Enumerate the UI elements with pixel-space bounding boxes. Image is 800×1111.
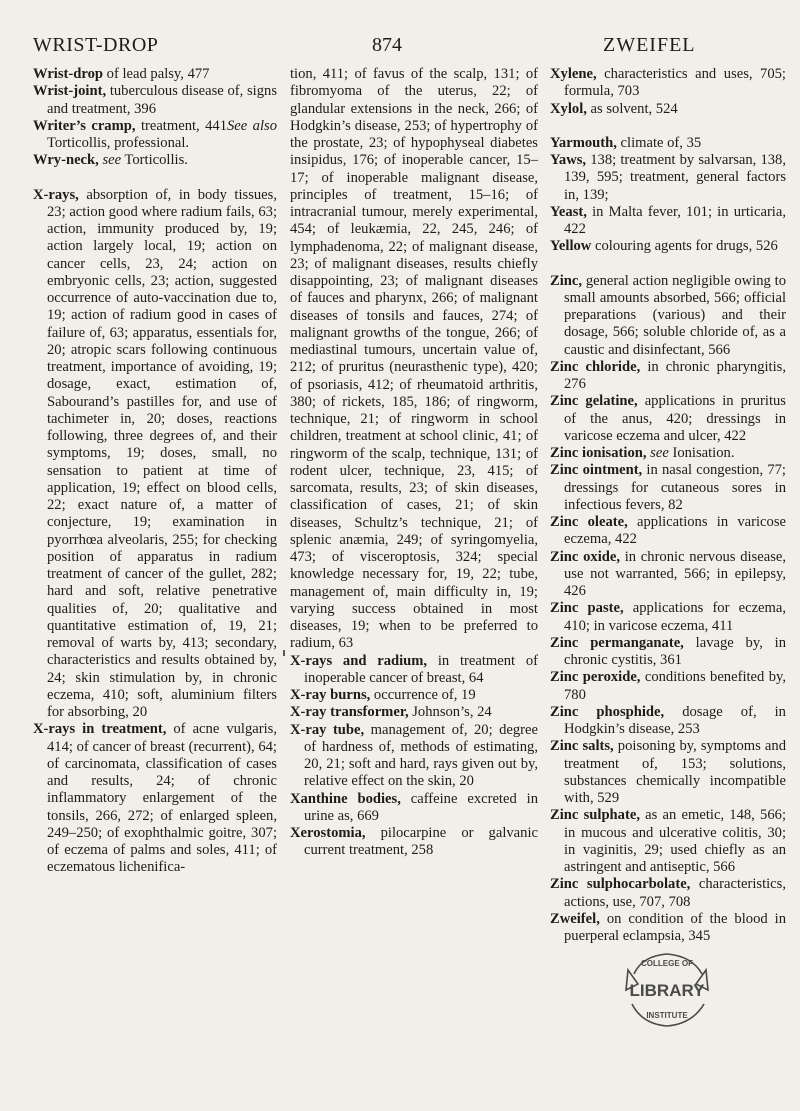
index-body: tuberculous disease of, signs and treatment, 396 <box>47 83 277 117</box>
index-entry <box>550 738 786 807</box>
index-heading: Zinc phosphide, <box>550 703 665 720</box>
index-body: in chronic pharyngitis, 276 <box>564 358 786 392</box>
cross-reference-target: Ionisation. <box>668 445 735 461</box>
index-heading: Yaws, <box>550 152 587 168</box>
index-heading: Xanthine bodies, <box>290 790 401 807</box>
index-column-2 <box>290 66 538 860</box>
index-heading: Zweifel, <box>550 910 600 927</box>
index-body: characteristics and uses, 705; formula, 703 <box>564 66 786 100</box>
index-heading: Zinc ionisation, <box>550 445 647 461</box>
index-entry <box>290 653 538 688</box>
index-heading: X-ray transformer, <box>290 704 409 721</box>
index-body: conditions benefited by, 780 <box>564 669 786 703</box>
index-entry <box>290 704 538 721</box>
index-body: in treatment of inoperable cancer of breast, 64 <box>304 652 539 686</box>
index-body: applications in pruritus of the anus, 420; dressings in varicose eczema and ulcer, 422 <box>564 393 786 444</box>
index-body: management of, 20; degree of hardness of, methods of estimating, 20, 21; soft and hard, rays given out by, relative effect on the skin, 20 <box>304 721 538 790</box>
index-heading: Zinc salts, <box>550 738 614 755</box>
index-entry <box>550 393 786 445</box>
index-heading: X-rays in treatment, <box>33 721 167 738</box>
index-entry <box>550 273 786 359</box>
index-heading: Wrist-drop <box>33 66 104 82</box>
index-entry <box>550 600 786 635</box>
index-body: treatment, 441 <box>135 117 227 134</box>
index-entry <box>550 359 786 394</box>
index-entry <box>550 101 786 118</box>
index-entry <box>33 721 277 876</box>
index-body: on condition of the blood in puerperal eclampsia, 345 <box>564 910 786 944</box>
library-stamp <box>612 944 722 1034</box>
index-heading: Yeast, <box>550 203 587 220</box>
index-body: dosage of, in Hodgkin’s disease, 253 <box>564 703 786 737</box>
cross-reference-label: see <box>650 445 669 461</box>
index-entry <box>290 722 538 791</box>
index-heading: Zinc chloride, <box>550 358 641 375</box>
cross-reference-label: see <box>102 152 122 169</box>
index-entry <box>33 66 277 83</box>
index-body: in nasal congestion, 77; dressings for cutaneous sores in infectious fevers, 82 <box>564 462 786 513</box>
index-body: colouring agents for drugs, 526 <box>591 238 778 255</box>
index-entry <box>550 807 786 876</box>
stamp-library-text: LIBRARY <box>629 981 705 1000</box>
index-body: of lead palsy, 477 <box>103 66 210 82</box>
index-body: as solvent, 524 <box>586 100 678 117</box>
index-heading: Xylene, <box>550 66 597 82</box>
index-heading: Zinc ointment, <box>550 462 643 479</box>
index-body: 138; treatment by salvarsan, 138, 139, 595; treatment, general factors in, 139; <box>564 152 786 203</box>
index-entry <box>550 514 786 549</box>
index-entry <box>550 635 786 670</box>
index-entry <box>33 83 277 118</box>
index-entry <box>550 204 786 239</box>
index-entry <box>550 462 786 514</box>
index-heading: Zinc sulphate, <box>550 807 640 824</box>
header-last-entry: ZWEIFEL <box>603 34 696 56</box>
index-heading: Yellow <box>550 238 592 255</box>
index-heading: Yarmouth, <box>550 134 617 151</box>
index-entry <box>550 135 786 152</box>
index-body: pilocarpine or galvanic current treatment, 258 <box>304 825 538 859</box>
index-entry <box>550 911 786 946</box>
index-entry <box>550 669 786 704</box>
index-body: occurrence of, 19 <box>370 687 476 703</box>
index-entry <box>550 66 786 101</box>
index-entry <box>550 445 786 462</box>
index-heading: Xerostomia, <box>290 825 366 841</box>
cross-reference-target: Torticollis. <box>121 152 188 169</box>
index-heading: Zinc sulphocarbolate, <box>550 876 691 893</box>
index-body: caffeine excreted in urine as, 669 <box>304 790 538 824</box>
header-first-entry: WRIST-DROP <box>33 34 159 56</box>
index-body: climate of, 35 <box>616 134 702 151</box>
index-entry <box>290 66 538 653</box>
index-heading: Writer’s cramp, <box>33 117 136 134</box>
index-entry <box>550 549 786 601</box>
index-heading: Zinc paste, <box>550 600 624 617</box>
index-entry <box>33 187 277 722</box>
index-heading: Wrist-joint, <box>33 83 107 100</box>
stamp-bottom-text: INSTITUTE <box>646 1011 688 1020</box>
index-body: applications for eczema, 410; in varicose eczema, 411 <box>564 600 787 634</box>
index-body: as an emetic, 148, 566; in mucous and ulcerative colitis, 30; in vaginitis, 29; used chiefly as an astringent and antiseptic, 566 <box>564 807 786 875</box>
index-heading: Zinc permanganate, <box>550 634 684 651</box>
index-body: in chronic nervous disease, use not warranted, 566; in epilepsy, 426 <box>564 548 786 599</box>
index-heading: Zinc oleate, <box>550 514 628 530</box>
index-heading: X-ray burns, <box>290 687 371 703</box>
index-heading: X-rays, <box>33 186 79 203</box>
index-heading: X-ray tube, <box>290 721 365 738</box>
index-heading: Wry-neck, <box>33 152 99 169</box>
index-body: Johnson’s, 24 <box>408 704 492 721</box>
index-body: general action negligible owing to small amounts absorbed, 566; official preparations (various) and their dosage, 566; soluble chloride of, as a caustic and disinfectant, 566 <box>564 272 786 358</box>
running-header <box>0 34 800 62</box>
index-body: poisoning by, symptoms and treatment of, 153; solutions, substances chemically incompatible with, 529 <box>564 738 787 806</box>
index-body: in Malta fever, 101; in urticaria, 422 <box>564 203 786 237</box>
index-body: lavage by, in chronic cystitis, 361 <box>564 634 787 668</box>
index-entry <box>550 238 786 255</box>
index-heading: Xylol, <box>550 100 587 117</box>
index-heading: Zinc, <box>550 272 583 289</box>
index-heading: Zinc gelatine, <box>550 393 638 410</box>
index-entry <box>290 825 538 860</box>
index-body: absorption of, in body tissues, 23; action good where radium fails, 63; action, immunity produced by, 19; action largely local, 19; action on cancer cells, 23, 24; action on embryonic cells, 23; action, suggested occurrence of auto-vaccination due to, 19; action of radium good in cases of failure of, 63; apparatus, essentials for, 20; atropic scars following continuous treatment, importance of avoiding, 19; dosage, exact, estimation of, Sabourand’s pastilles for, and use of tachimeter in, 20; doses, reactions following, three degrees of, and their symptoms, 19; doses, small, no sensation to patient at time of application, 19; effect on blood cells, 22; exact nature of, a matter of conjecture, 19; examination in pyorrhœa alveolaris, 255; for checking position of apparatus in radium treatment of cancer of the gullet, 282; hard and soft, relative penetrative qualities of, 20; qualitative and quantitative estimation of, 19, 21; removal of warts by, 413; secondary, characteristics and results obtained by, 24; skin stimulation by, in chronic eczema, 410; soft, aluminium filters for absorbing, 20 <box>47 186 277 720</box>
index-body: applications in varicose eczema, 422 <box>564 514 786 548</box>
stamp-top-text: COLLEGE OF <box>641 959 693 968</box>
index-entry <box>33 152 277 169</box>
index-entry <box>33 118 277 153</box>
index-entry <box>290 791 538 826</box>
page-number: 874 <box>372 34 402 56</box>
index-body: characteristics, actions, use, 707, 708 <box>564 876 786 910</box>
index-body: of acne vulgaris, 414; of cancer of breast (recurrent), 64; of carcinomata, classification of cases and results, 24; of chronic inflammatory enlargement of the tonsils, 266, 272; of enlarged spleen, 249–250; of exophthalmic goitre, 307; of eczema of palms and soles, 411; of eczematous lichenifica- <box>47 721 277 876</box>
index-heading: Zinc peroxide, <box>550 669 641 686</box>
cross-reference-target: Torticollis, professional. <box>47 135 190 151</box>
index-body: tion, 411; of favus of the scalp, 131; of fibromyoma of the uterus, 22; of glandular extensions in the neck, 266; of Hodgkin’s disease, 253; of hypertrophy of the prostate, 23; of hypophyseal diabetes insipidus, 176; of inoperable cancer, 15–17; of inoperable malignant disease, principles of treatment, 15–16; of intracranial tumour, merely experimental, 454; of leukæmia, 22, 245, 246; of lymphadenoma, 22; of malignant disease, 23; of malignant diseases, results chiefly disappointing, 23; of malignant diseases of fauces and pharynx, 266; of malignant diseases of tonsils and fauces, 274; of malignant growths of the tongue, 266; of mediastinal tumours, uncertain value of, 212; of pruritus (neurasthenic type), 420; of psoriasis, 412; of rheumatoid arthritis, 380; of rickets, 185, 186; of ringworm, technique, 21; of ringworm in school children, treatment at school clinic, 41; of ringworm of the scalp, technique, 131; of rodent ulcer, technique, 23, 415; of sarcomata, results, 23; of skin diseases, classification of cases, 21; of skin diseases, Schultz’s technique, 21; of splenic anæmia, 249; of syringomyelia, 473; of visceroptosis, 324; special knowledge necessary for, 19, 22; tube, management of, main difficulty in, 19; varying success obtained in most diseases, 19; when to be preferred to radium, 63 <box>290 66 538 652</box>
index-heading: Zinc oxide, <box>550 548 620 565</box>
index-column-3 <box>550 66 786 945</box>
index-entry <box>290 687 538 704</box>
index-entry <box>550 876 786 911</box>
column-divider-mark <box>283 650 285 656</box>
index-entry <box>550 152 786 204</box>
index-entry <box>550 704 786 739</box>
cross-reference-label: See also <box>227 117 277 134</box>
index-column-1 <box>33 66 277 877</box>
index-heading: X-rays and radium, <box>290 652 428 669</box>
